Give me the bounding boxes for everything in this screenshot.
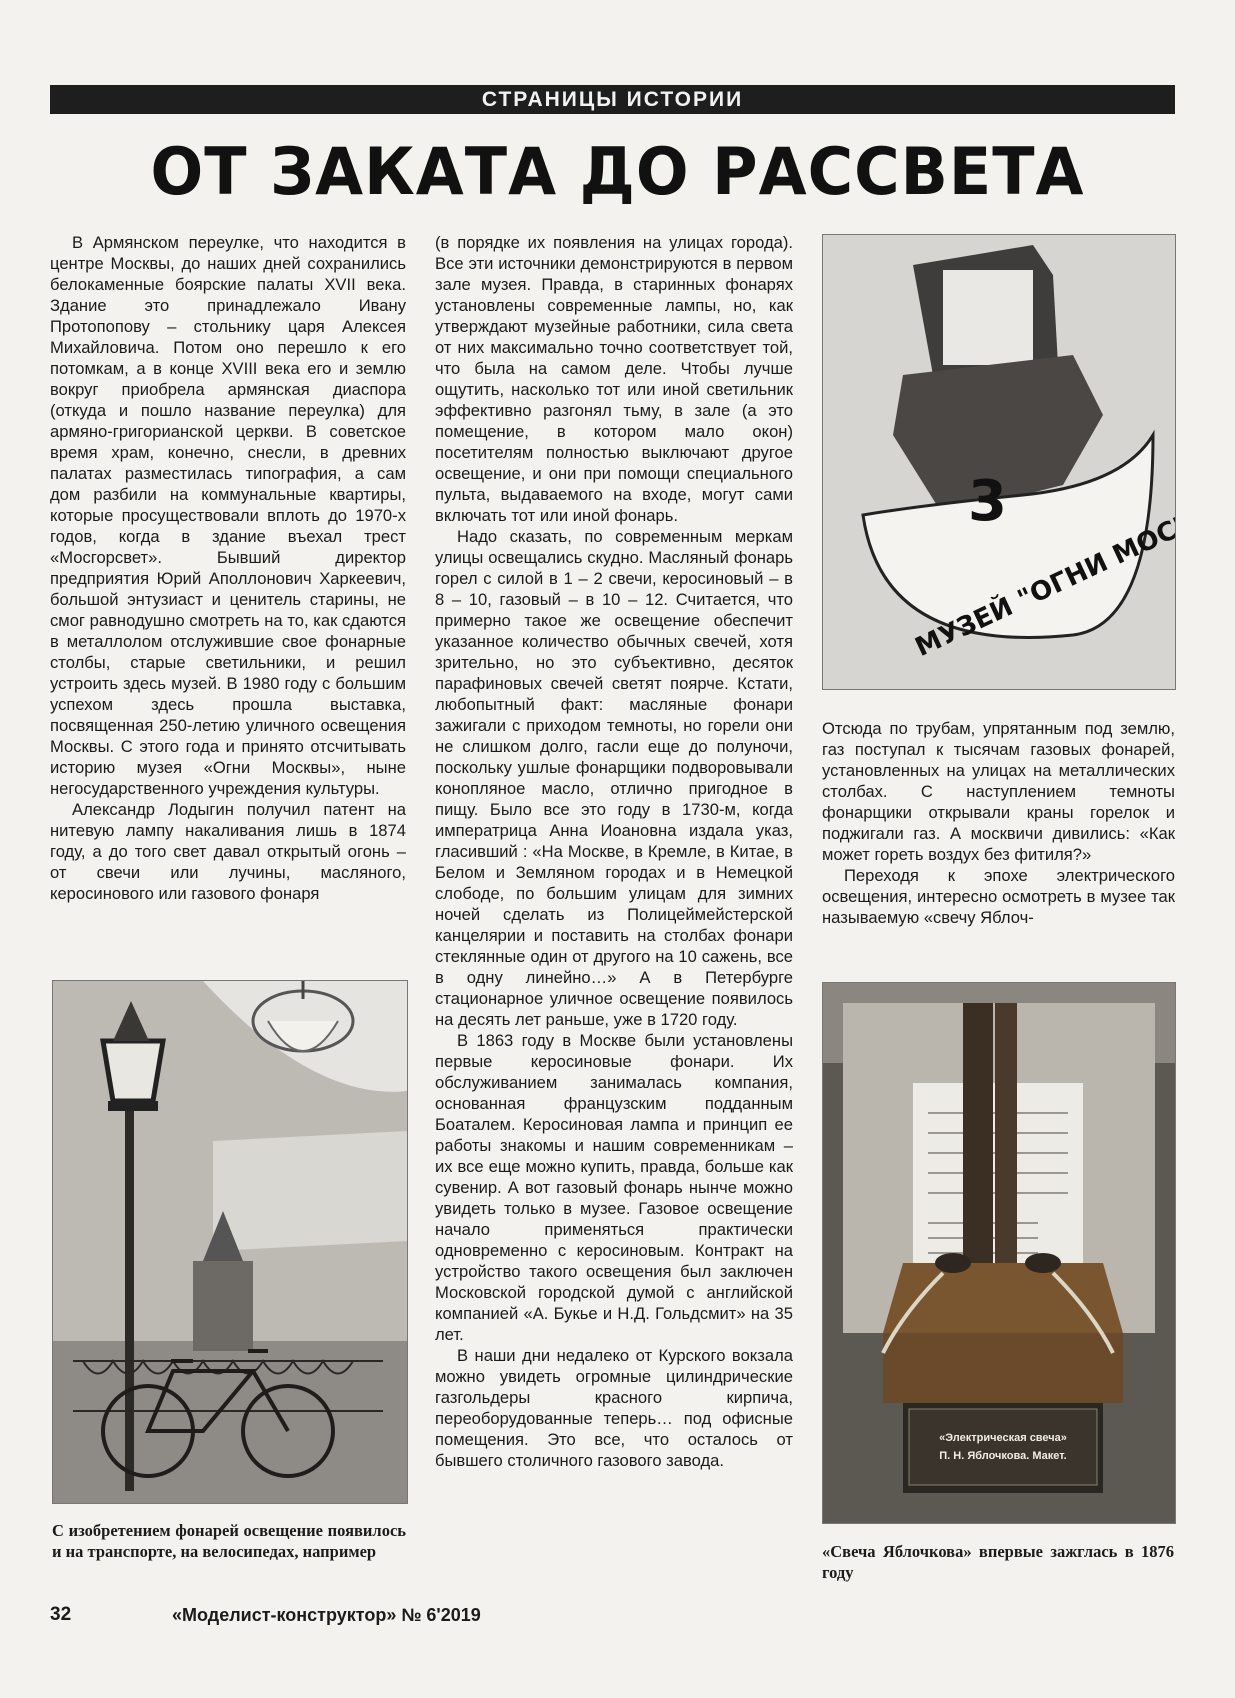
sign-number: 3 <box>968 469 1007 534</box>
paragraph: Александр Лодыгин получил патент на нитевую лампу накаливания лишь в 1874 году, а до того свет давал открытый огонь – от свечи или лучины, масляного, керосинового или газового фонаря <box>50 800 406 903</box>
candle-photo-caption: «Свеча Яблочкова» впервые зажглась в 1876 году <box>822 1542 1174 1582</box>
yablochkov-candle-photo <box>822 982 1176 1524</box>
text-column-1 <box>50 232 406 944</box>
text-column-3 <box>822 718 1175 948</box>
paragraph: Отсюда по трубам, упрятанным под землю, газ поступал к тысячам газовых фонарей, установленных на улицах на металлических столбах. С наступлением темноты фонарщики открывали краны горелок и поджигали газ. А москвичи дивились: «Как может гореть воздух без фитиля?» <box>822 719 1175 864</box>
paragraph: Переходя к эпохе электрического освещения, интересно осмотреть в музее так называемую «свечу Яблоч- <box>822 866 1175 927</box>
paragraph: Надо сказать, по современным меркам улицы освещались скудно. Масляный фонарь горел с силой в 1 – 2 свечи, керосиновый – в 8 – 10, газовый – в 10 – 12. Считается, что примерно такое же освещение обеспечит указанное количество обычных свечей, хотя зрительно, но это субъективно, десяток парафиновых свечей светят поярче. Кстати, любопытный факт: масляные фонари зажигали с приходом темноты, но горели они не слишком долго, гасли еще до полуночи, поскольку ушлые фонарщики подворовывали конопляное масло, отлично пригодное в пищу. Было все это году в 1730-м, когда императрица Анна Иоановна издала указ, гласивший : «На Москве, в Кремле, в Китае, в Белом и Земляном городах и в Немецкой слободе, по большим улицам для зимних ночей сделать из Полицеймейстерской канцелярии и поставить на столбах фонари стеклянные один от другого на 10 сажень, все в одну линейно…» А в Петербурге стационарное уличное освещение появилось на десять лет раньше, уже в 1720 году. <box>435 527 793 1029</box>
paragraph: (в порядке их появления на улицах города). Все эти источники демонстрируются в первом зале музея. Правда, в старинных фонарях установлены современные лампы, но, как утверждают музейные работники, сила света от них максимально точно соответствует той, что была на самом деле. Чтобы лучше ощутить, насколько тот или иной светильник эффективно разгонял тьму, в зале (а это помещение, в котором мало окон) посетителям полностью выключают другое освещение, и они при помощи специального пульта, выдаваемого на входе, могут сами включать тот или иной фонарь. <box>435 233 793 525</box>
article-title: ОТ ЗАКАТА ДО РАССВЕТА <box>150 133 1085 210</box>
text-column-2 <box>435 232 793 1580</box>
street-lamp-photo <box>52 980 408 1504</box>
paragraph: В наши дни недалеко от Курского вокзала можно увидеть огромные цилиндрические газгольдеры красного кирпича, переоборудованные теперь… под офисные помещения. Это все, что осталось от бывшего столичного газового завода. <box>435 1346 793 1470</box>
page-number: 32 <box>50 1604 72 1625</box>
lamp-photo-caption: С изобретением фонарей освещение появилось и на транспорте, на велосипедах, например <box>52 1521 406 1561</box>
paragraph: В 1863 году в Москве были установлены первые керосиновые фонари. Их обслуживанием занималась компания, основанная французским подданным Боаталем. Керосиновая лампа и принцип ее работы знакомы и нашим современникам – их все еще можно купить, правда, больше как сувенир. А вот газовый фонарь нынче можно увидеть только в музее. Газовое освещение начало применяться практически одновременно с керосиновым. Контракт на устройство такого освещения был заключен Московской городской думой с английской компанией «А. Букье и Н.Д. Гольдсмит» на 35 лет. <box>435 1031 793 1344</box>
sign-text: МУЗЕЙ "ОГНИ <box>910 547 1113 663</box>
candle-label-line1: «Электрическая свеча» <box>939 1432 1067 1444</box>
candle-label-line2: П. Н. Яблочкова. Макет. <box>939 1450 1067 1462</box>
paragraph: В Армянском переулке, что находится в центре Москвы, до наших дней сохранились белокаменные боярские палаты XVII века. Здание это принадлежало Ивану Протопопову – стольнику царя Алексея Михайловича. Потом оно перешло к его потомкам, а в конце XVIII века его и землю вокруг приобрела армянская диаспора (откуда и пошло название переулка) для армяно-григорианской церкви. В советское время храм, конечно, снесли, в древних палатах разместилась типография, а сам дом разбили на коммунальные квартиры, которые просуществовали вплоть до 1970-х годов, когда в здание въехал трест «Мосгорсвет». Бывший директор предприятия Юрий Аполлонович Харкеевич, большой энтузиаст и ценитель старины, не смог равнодушно смотреть на то, как сдаются в металлолом отслужившие свое фонарные столбы, старые светильники, и решил устроить здесь музей. В 1980 году с большим успехом здесь прошла выставка, посвященная 250-летию уличного освещения Москвы. С этого года и принято отсчитывать историю музея «Огни Москвы», ныне негосударственного учреждения культуры. <box>50 233 406 798</box>
museum-sign-photo <box>822 234 1176 690</box>
section-banner: СТРАНИЦЫ ИСТОРИИ <box>50 85 1175 114</box>
magazine-title: «Моделист-конструктор» № 6'2019 <box>172 1605 481 1625</box>
